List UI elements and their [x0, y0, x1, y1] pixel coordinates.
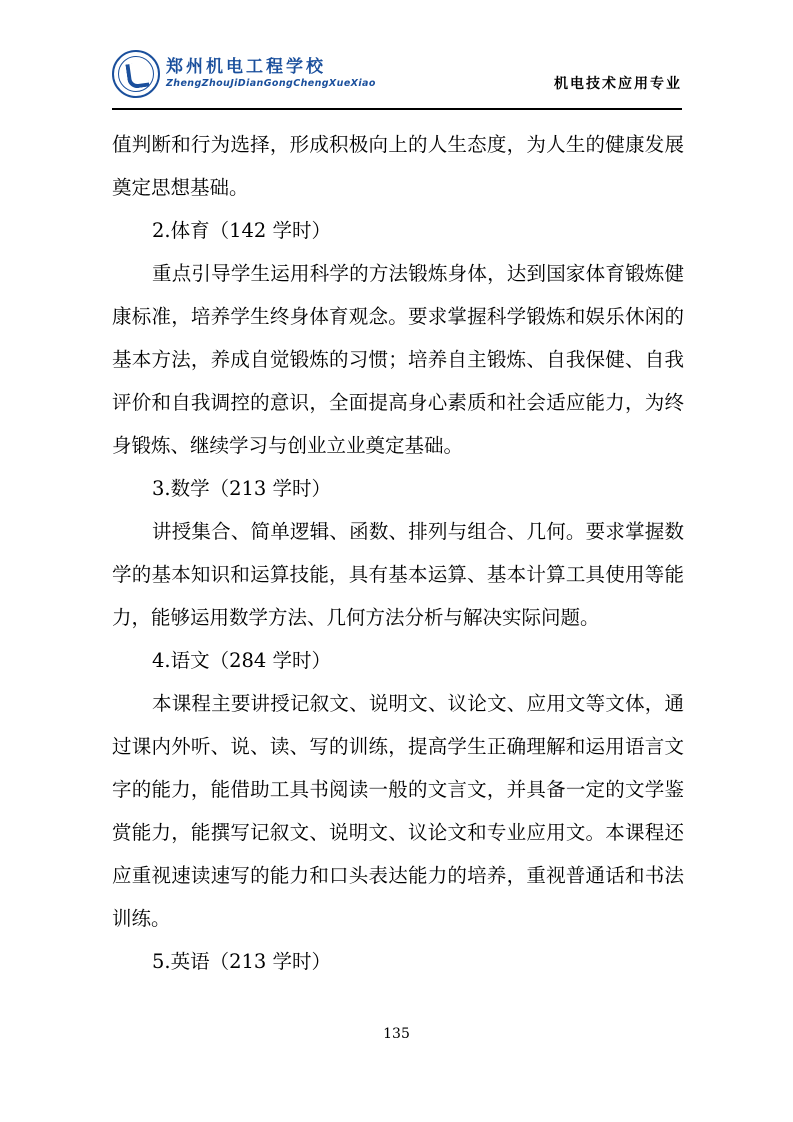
school-name-en: ZhengZhouJiDianGongChengXueXiao [166, 77, 376, 89]
school-logo [112, 50, 376, 98]
page-header [112, 50, 682, 110]
header-divider [112, 108, 682, 110]
school-name-cn: 郑州机电工程学校 [166, 57, 326, 78]
header-major-title: 机电技术应用专业 [554, 76, 682, 92]
paragraph: 重点引导学生运用科学的方法锻炼身体，达到国家体育锻炼健康标准，培养学生终身体育观念。要求掌握科学锻炼和娱乐休闲的基本方法，养成自觉锻炼的习惯；培养自主锻炼、自我保健、自我评价和自我调控的意识，全面提高身心素质和社会适应能力，为终身锻炼、继续学习与创业立业奠定基础。 [112, 262, 684, 457]
paragraph: 本课程主要讲授记叙文、说明文、议论文、应用文等文体，通过课内外听、说、读、写的训练，提高学生正确理解和运用语言文字的能力，能借助工具书阅读一般的文言文，并具备一定的文学鉴赏能力，能撰写记叙文、说明文、议论文和专业应用文。本课程还应重视速读速写的能力和口头表达能力的培养，重视普通话和书法训练。 [112, 692, 684, 930]
paragraph: 5.英语（213 学时） [152, 950, 332, 973]
document-body [112, 123, 684, 983]
paragraph: 讲授集合、简单逻辑、函数、排列与组合、几何。要求掌握数学的基本知识和运算技能，具有基本运算、基本计算工具使用等能力，能够运用数学方法、几何方法分析与解决实际问题。 [112, 520, 684, 629]
paragraph: 2.体育（142 学时） [152, 219, 332, 242]
page-footer [0, 1026, 793, 1042]
school-logo-text [166, 59, 376, 89]
paragraph: 4.语文（284 学时） [152, 649, 332, 672]
paragraph: 值判断和行为选择，形成积极向上的人生态度，为人生的健康发展奠定思想基础。 [112, 133, 684, 199]
page-number: 135 [383, 1026, 410, 1042]
paragraph: 3.数学（213 学时） [152, 477, 332, 500]
school-seal-icon [112, 50, 160, 98]
